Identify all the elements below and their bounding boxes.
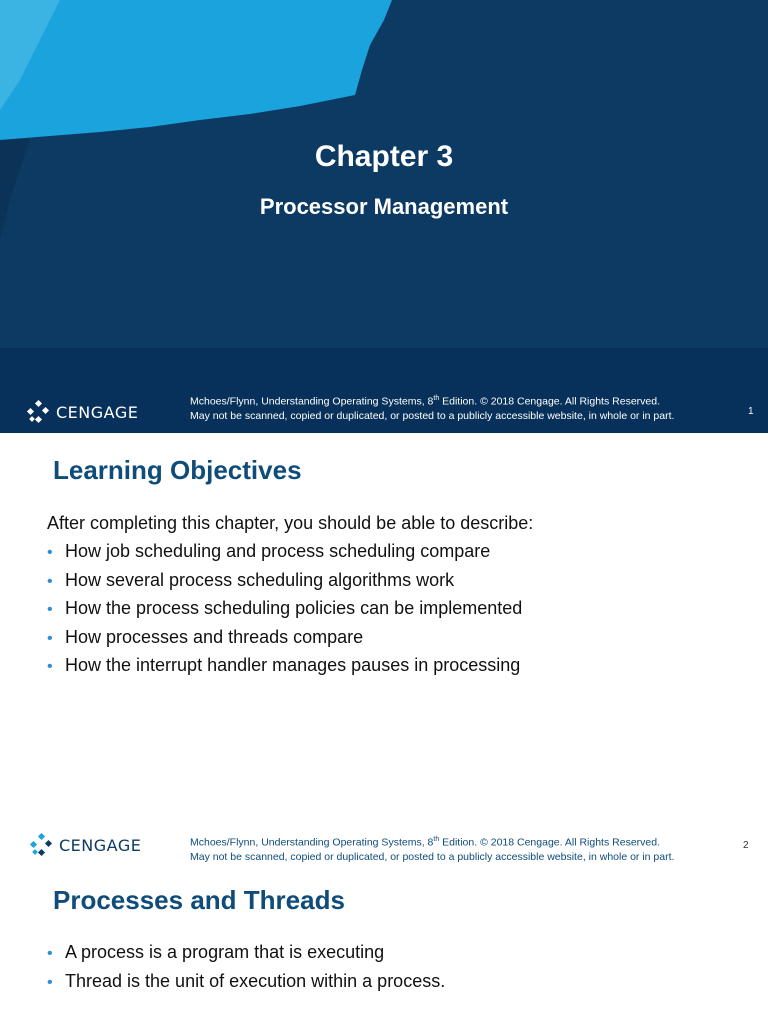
slide-heading: Processes and Threads	[53, 885, 345, 915]
list-item: • How the interrupt handler manages pauses in processing	[47, 655, 521, 676]
cengage-logo	[29, 833, 141, 857]
cengage-arrows-icon	[29, 833, 53, 857]
cengage-arrows-icon	[26, 400, 50, 424]
cengage-logo	[26, 400, 138, 424]
slide-subtitle: Processor Management	[259, 194, 509, 219]
objectives-list	[47, 541, 522, 684]
page-number: 2	[743, 840, 749, 851]
list-item: • How several process scheduling algorithms work	[47, 569, 455, 590]
copyright-notice: Mchoes/Flynn, Understanding Operating Systems, 8th Edition. © 2018 Cengage. All Rights Reserved. May not be scanned, copied or duplicated, or posted to a publicly accessible website, in whole or in part.	[190, 836, 675, 863]
slide-3	[0, 863, 768, 1024]
logo-wordmark: CENGAGE	[56, 402, 139, 422]
list-item: • Thread is the unit of execution within a process.	[47, 970, 446, 991]
intro-text: After completing this chapter, you should be able to describe:	[47, 513, 534, 533]
slide-heading: Learning Objectives	[53, 455, 302, 485]
slide-1	[0, 0, 768, 433]
page-number: 1	[748, 406, 754, 417]
list-item: • A process is a program that is executing	[47, 942, 385, 962]
list-item: • How the process scheduling policies can be implemented	[47, 598, 523, 619]
copyright-notice: Mchoes/Flynn, Understanding Operating Systems, 8th Edition. © 2018 Cengage. All Rights Reserved. May not be scanned, copied or duplicated, or posted to a publicly accessible website, in whole or in part.	[190, 395, 675, 422]
bullet-list	[47, 942, 445, 999]
slide-2	[0, 433, 768, 863]
slide-title: Chapter 3	[314, 140, 454, 173]
list-item: • How processes and threads compare	[47, 626, 364, 647]
list-item: • How job scheduling and process scheduling compare	[47, 541, 491, 561]
logo-wordmark: CENGAGE	[59, 835, 142, 855]
